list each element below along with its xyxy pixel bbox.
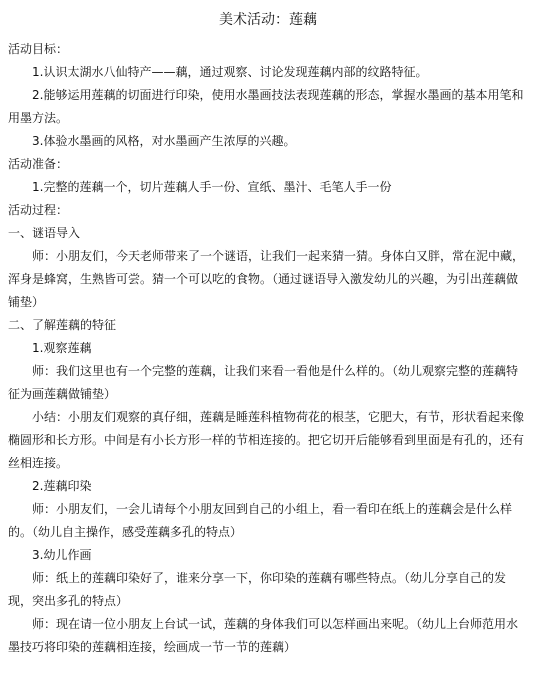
section-1-heading: 一、谜语导入 [8,226,81,240]
subsection-1-text-2: 小结：小朋友们观察的真仔细，莲藕是睡莲科植物荷花的根茎，它肥大，有节，形状看起来像椭圆形和长方形。中间是有小长方形一样的节相连接的。把它切开后能够看到里面是有孔的，还有丝相连接。 [8,410,525,470]
subsection-3-heading: 3.幼儿作画 [32,548,92,562]
document-title: 美术活动：莲藕 [219,12,317,28]
subsection-2-text: 师：小朋友们，一会儿请每个小朋友回到自己的小组上，看一看印在纸上的莲藕会是什么样的。（幼儿自主操作，感受莲藕多孔的特点） [8,502,513,539]
goal-item-1: 1.认识太湖水八仙特产——藕，通过观察、讨论发现莲藕内部的纹路特征。 [32,65,428,79]
section-2-heading: 二、了解莲藕的特征 [8,318,117,332]
prep-heading: 活动准备： [8,157,69,171]
goal-item-2: 2.能够运用莲藕的切面进行印染，使用水墨画技法表现莲藕的形态，掌握水墨画的基本用笔和用墨方法。 [8,88,524,125]
process-heading: 活动过程： [8,203,69,217]
subsection-2-heading: 2.莲藕印染 [32,479,92,493]
goal-item-3: 3.体验水墨画的风格，对水墨画产生浓厚的兴趣。 [32,134,296,148]
subsection-3-text-2: 师：现在请一位小朋友上台试一试，莲藕的身体我们可以怎样画出来呢。（幼儿上台师范用水墨技巧将印染的莲藕相连接，绘画成一节一节的莲藕） [8,617,519,654]
goals-heading: 活动目标： [8,42,69,56]
prep-item: 1.完整的莲藕一个，切片莲藕人手一份、宣纸、墨汁、毛笔人手一份 [32,180,392,194]
subsection-1-heading: 1.观察莲藕 [32,341,92,355]
section-1-text: 师：小朋友们，今天老师带来了一个谜语，让我们一起来猜一猜。身体白又胖，常在泥中藏，浑身是蜂窝，生熟皆可尝。猜一个可以吃的食物。（通过谜语导入激发幼儿的兴趣，为引出莲藕做铺垫） [8,249,525,309]
subsection-1-text-1: 师：我们这里也有一个完整的莲藕，让我们来看一看他是什么样的。（幼儿观察完整的莲藕特征为画莲藕做铺垫） [8,364,519,401]
subsection-3-text-1: 师：纸上的莲藕印染好了，谁来分享一下，你印染的莲藕有哪些特点。（幼儿分享自己的发现，突出多孔的特点） [8,571,507,608]
